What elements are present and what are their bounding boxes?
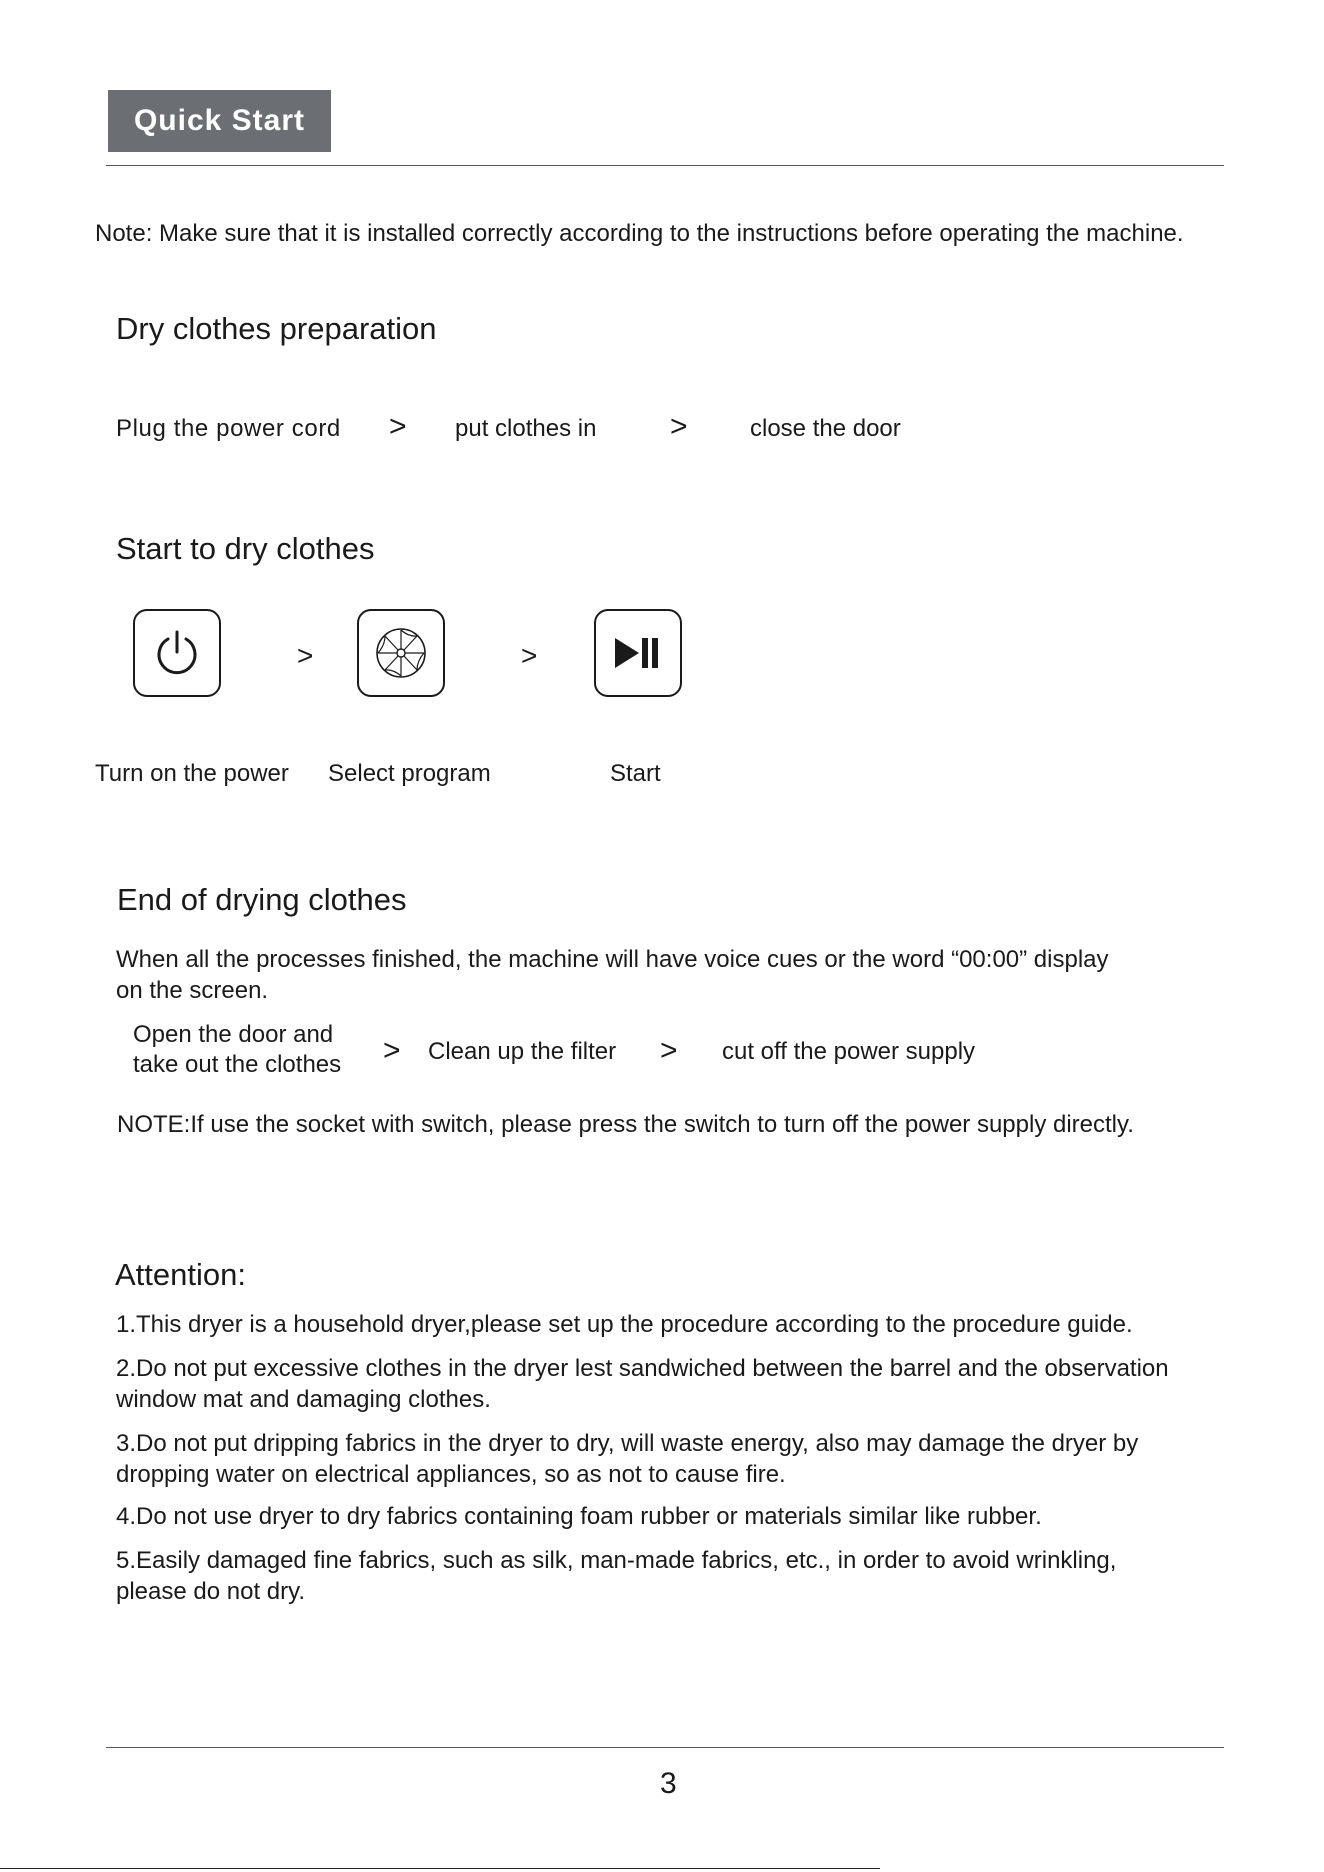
- power-icon: [151, 627, 203, 679]
- attention-item-line: 4.Do not use dryer to dry fabrics containing foam rubber or materials similar like rubber.: [116, 1503, 1042, 1530]
- attention-item: [116, 1309, 1266, 1340]
- attention-item-line: 1.This dryer is a household dryer,please set up the procedure according to the procedure guide.: [116, 1311, 1133, 1338]
- end-intro-line-1: When all the processes finished, the machine will have voice cues or the word “00:00” display: [116, 946, 1109, 973]
- start-button: [594, 609, 682, 697]
- attention-item-line: window mat and damaging clothes.: [116, 1386, 491, 1413]
- end-step-open-door-line-1: Open the door and: [133, 1021, 334, 1048]
- program-button: [357, 609, 445, 697]
- page-edge-line: [0, 1868, 880, 1869]
- power-button: [133, 609, 221, 697]
- attention-item: [116, 1545, 1266, 1607]
- attention-item: [116, 1428, 1266, 1490]
- socket-note: NOTE:If use the socket with switch, please press the switch to turn off the power supply directly.: [117, 1111, 1134, 1138]
- attention-item-line: dropping water on electrical appliances, so as not to cause fire.: [116, 1461, 786, 1488]
- top-divider: [106, 165, 1224, 166]
- prep-step-door: close the door: [750, 415, 901, 442]
- label-start: Start: [610, 760, 661, 787]
- prep-arrow-2: >: [670, 410, 688, 443]
- page-number: 3: [660, 1767, 677, 1800]
- end-heading: End of drying clothes: [117, 882, 407, 917]
- end-arrow-2: >: [660, 1034, 678, 1067]
- attention-item-line: 2.Do not put excessive clothes in the dryer lest sandwiched between the barrel and the observation: [116, 1355, 1169, 1382]
- start-arrow-2: >: [521, 640, 538, 671]
- attention-item-line: 3.Do not put dripping fabrics in the dryer to dry, will waste energy, also may damage the dryer by: [116, 1430, 1139, 1457]
- end-step-clean-filter: Clean up the filter: [428, 1038, 617, 1065]
- attention-item: [116, 1501, 1266, 1532]
- end-arrow-1: >: [383, 1034, 401, 1067]
- start-heading: Start to dry clothes: [116, 531, 375, 566]
- section-title-badge: [108, 90, 331, 152]
- attention-item: [116, 1353, 1266, 1415]
- play-pause-icon: [612, 633, 664, 673]
- install-note: Note: Make sure that it is installed correctly according to the instructions before operating the machine.: [95, 220, 1184, 247]
- attention-heading: Attention:: [115, 1257, 246, 1292]
- label-turn-on-power: Turn on the power: [95, 760, 289, 787]
- program-dial-icon: [373, 625, 429, 681]
- prep-heading: Dry clothes preparation: [116, 311, 437, 346]
- start-arrow-1: >: [297, 640, 314, 671]
- end-intro-line-2: on the screen.: [116, 977, 269, 1004]
- label-select-program: Select program: [328, 760, 491, 787]
- end-step-cut-power: cut off the power supply: [722, 1038, 976, 1065]
- prep-arrow-1: >: [389, 410, 407, 443]
- attention-item-line: please do not dry.: [116, 1578, 306, 1605]
- prep-step-clothes: put clothes in: [455, 415, 597, 442]
- attention-item-line: 5.Easily damaged fine fabrics, such as silk, man-made fabrics, etc., in order to avoid wrinkling,: [116, 1547, 1117, 1574]
- prep-step-plug: Plug the power cord: [116, 415, 341, 442]
- section-title: Quick Start: [133, 104, 306, 137]
- end-step-open-door-line-2: take out the clothes: [133, 1051, 342, 1078]
- bottom-divider: [106, 1747, 1224, 1748]
